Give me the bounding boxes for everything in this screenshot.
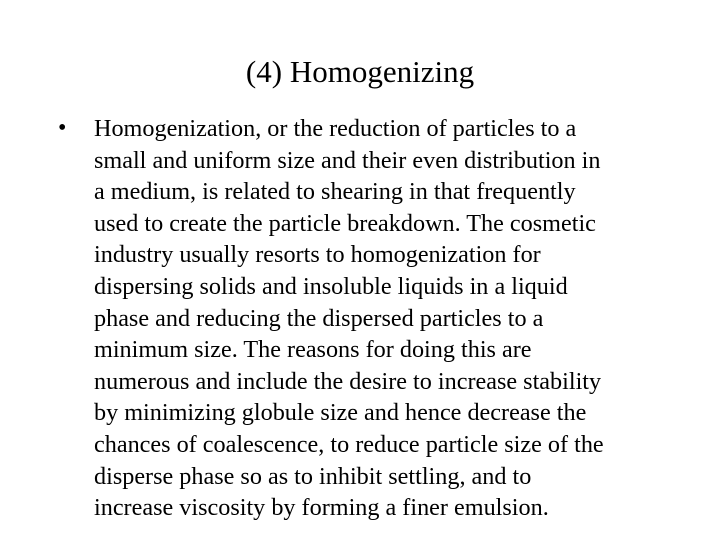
text-line: a medium, is related to shearing in that frequently — [94, 178, 576, 206]
text-line: dispersing solids and insoluble liquids in a liquid — [94, 272, 568, 300]
bullet-dot-icon: • — [58, 115, 67, 141]
text-line: small and uniform size and their even distribution in — [94, 146, 601, 174]
bullet-text — [94, 113, 698, 524]
text-line: Homogenization, or the reduction of particles to a — [94, 115, 577, 142]
text-line: industry usually resorts to homogenization for — [94, 241, 541, 269]
text-line: minimum size. The reasons for doing this are — [94, 336, 532, 364]
text-line: by minimizing globule size and hence decrease the — [94, 399, 587, 427]
text-line: used to create the particle breakdown. The cosmetic — [94, 209, 596, 237]
slide-title: (4) Homogenizing — [245, 54, 475, 89]
text-line: numerous and include the desire to increase stability — [94, 367, 602, 395]
text-line: increase viscosity by forming a finer emulsion. — [94, 494, 549, 522]
text-line: phase and reducing the dispersed particles to a — [94, 304, 544, 332]
bullet-item — [58, 113, 698, 524]
text-line: chances of coalescence, to reduce particle size of the — [94, 430, 604, 458]
bullet-list — [58, 113, 698, 524]
text-line: disperse phase so as to inhibit settling, and to — [94, 462, 532, 490]
